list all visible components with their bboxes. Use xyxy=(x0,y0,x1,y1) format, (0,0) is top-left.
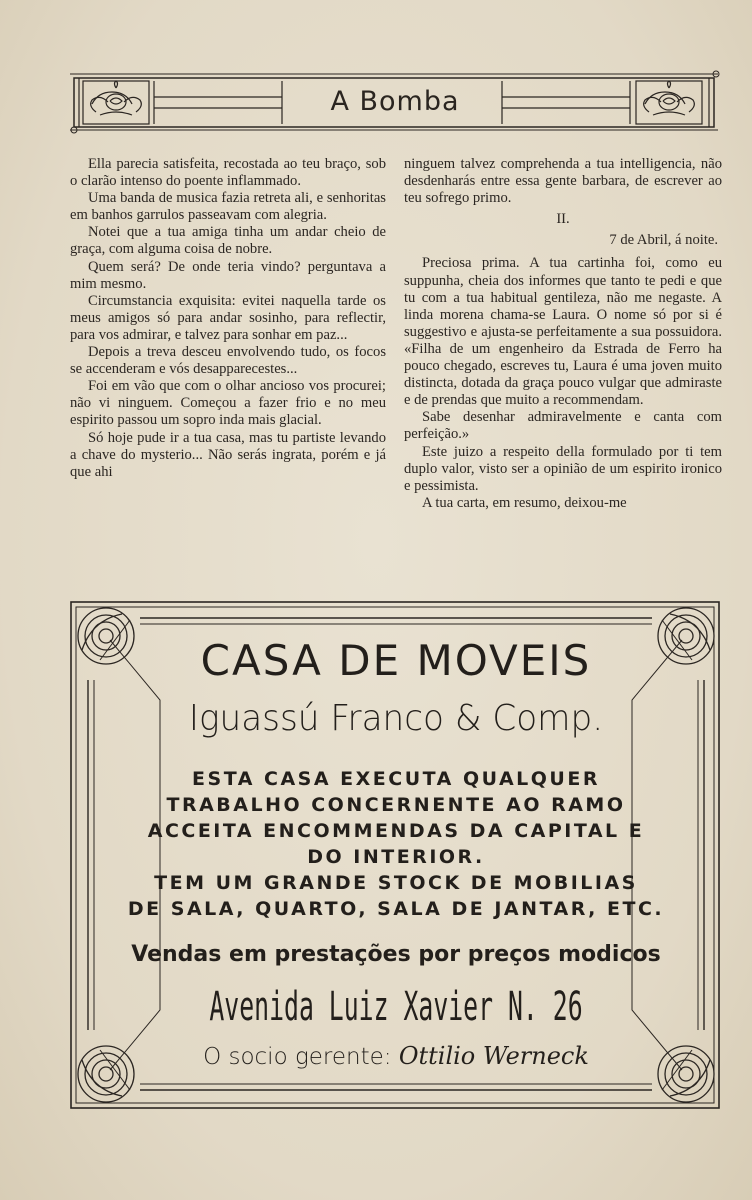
right-text-column xyxy=(404,156,722,512)
paragraph: Só hoje pude ir a tua casa, mas tu partiste levando a chave do mysterio... Não serás ingrata, porém e já que ahi xyxy=(70,429,386,480)
ad-line: ACCEITA ENCOMMENDAS DA CAPITAL E xyxy=(147,820,645,842)
ad-description xyxy=(100,766,692,922)
left-text-column xyxy=(70,156,386,481)
ad-line: ESTA CASA EXECUTA QUALQUER xyxy=(192,768,600,790)
paragraph: Uma banda de musica fazia retreta ali, e senhoritas em banhos garrulos passeavam com alegria. xyxy=(70,190,386,224)
paragraph: Notei que a tua amiga tinha um andar cheio de graça, com alguma coisa de nobre. xyxy=(70,224,386,258)
ad-company-name: Iguassú Franco & Comp. xyxy=(188,698,604,739)
manager-label: O socio gerente: xyxy=(203,1044,392,1070)
manager-signature: Ottilio Werneck xyxy=(398,1042,589,1070)
ad-manager-line xyxy=(70,1042,722,1070)
paragraph: A tua carta, em resumo, deixou-me xyxy=(422,494,627,511)
ad-address: Avenida Luiz Xavier N. 26 xyxy=(209,984,583,1030)
ad-line: TRABALHO CONCERNENTE AO RAMO xyxy=(166,794,626,816)
paragraph: Foi em vão que com o olhar ancioso vos procurei; não vi ninguem. Começou a fazer frio e no meu espirito passou um sopro inda mais glacial. xyxy=(70,378,386,429)
magazine-title: A Bomba xyxy=(330,86,460,117)
section-number: II. xyxy=(556,211,570,228)
paragraph: Circumstancia exquisita: evitei naquella tarde os meus amigos só para andar sosinho, para reflectir, para vos admirar, e talvez para sonhar em paz... xyxy=(70,292,386,343)
header-band xyxy=(70,68,720,136)
paragraph: Este juizo a respeito della formulado por ti tem duplo valor, visto ser a opinião de um espirito ironico e pessimista. xyxy=(404,443,722,494)
ad-line: TEM UM GRANDE STOCK DE MOBILIAS xyxy=(154,872,638,894)
ad-title: CASA DE MOVEIS xyxy=(200,636,592,685)
paragraph: Sabe desenhar admiravelmente e canta com perfeição.» xyxy=(404,409,722,443)
letter-dateline: 7 de Abril, á noite. xyxy=(609,232,718,249)
ad-sales-terms: Vendas em prestações por preços modicos xyxy=(131,942,661,967)
paragraph: Depois a treva desceu envolvendo tudo, os focos se accenderam e vós desapparecestes... xyxy=(70,344,386,378)
furniture-advertisement xyxy=(70,600,722,1112)
ad-line: DE SALA, QUARTO, SALA DE JANTAR, ETC. xyxy=(127,898,665,920)
paragraph: Preciosa prima. A tua cartinha foi, como eu suppunha, cheia dos informes que tanto te pedi e que tu com a tua habitual gentileza, não me negaste. A linda morena chama-se Laura. O nome só por si é suggestivo e ajusta-se perfeitamente a sua possuidora. «Filha de um engenheiro da Estrada de Ferro ha pouco chegado, escreves tu, Laura é uma joven muito distincta, dotada da graça pouco vulgar que admiraste e de prendas que muito a recommendam. xyxy=(404,255,722,409)
paragraph-continuation: ninguem talvez comprehenda a tua intelligencia, não desdenharás entre essa gente barbara, de escrever ao teu sofrego primo. xyxy=(404,156,722,207)
paragraph: Quem será? De onde teria vindo? perguntava a mim mesmo. xyxy=(70,258,386,292)
ad-line: DO INTERIOR. xyxy=(307,846,485,868)
paragraph: Ella parecia satisfeita, recostada ao teu braço, sob o clarão intenso do poente inflammado. xyxy=(70,156,386,190)
